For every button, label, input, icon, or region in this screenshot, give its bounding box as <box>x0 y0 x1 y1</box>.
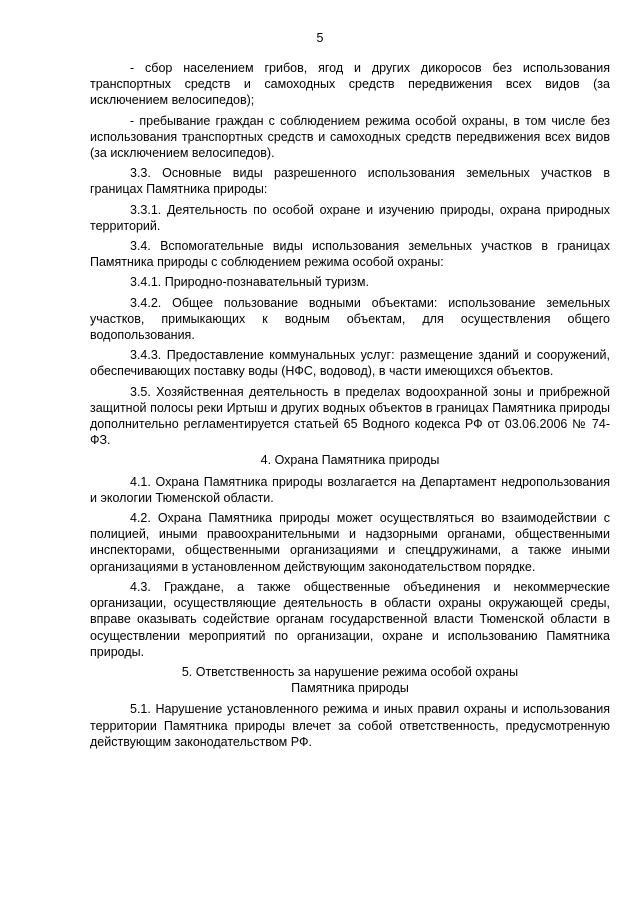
paragraph: - пребывание граждан с соблюдением режима особой охраны, в том числе без использования транспортных средств и самоходных средств передвижения всех видов (за исключением велосипедов). <box>90 113 610 161</box>
paragraph: 3.3.1. Деятельность по особой охране и изучению природы, охрана природных территорий. <box>90 202 610 233</box>
paragraph: 4.3. Граждане, а также общественные объединения и некоммерческие организации, осуществляющие деятельность в области охраны окружающей среды, вправе оказывать содействие органам государственной власти Тюменской области в осуществлении мероприятий по организации, охране и использованию Памятника природы. <box>90 579 610 659</box>
paragraph: 4.1. Охрана Памятника природы возлагается на Департамент недропользования и экологии Тюменской области. <box>90 474 610 505</box>
paragraph: 3.4.1. Природно-познавательный туризм. <box>130 275 369 290</box>
page-number: 5 <box>316 31 324 45</box>
document-body <box>90 60 610 754</box>
section-heading: 5. Ответственность за нарушение режима особой охраны Памятника природы <box>181 664 519 696</box>
paragraph-list <box>90 60 610 750</box>
paragraph: 3.3. Основные виды разрешенного использования земельных участков в границах Памятника природы: <box>90 166 610 197</box>
paragraph: 4.2. Охрана Памятника природы может осуществляться во взаимодействии с полицией, иными правоохранительными и надзорными органами, общественными инспекторами, общественными организациями и спецдружинами, а также иными организациями в установленном действующим законодательством порядке. <box>90 511 610 574</box>
section-heading: 4. Охрана Памятника природы <box>260 453 440 468</box>
paragraph: 3.4. Вспомогательные виды использования земельных участков в границах Памятника природы с соблюдением режима особой охраны: <box>90 239 610 270</box>
paragraph: 3.5. Хозяйственная деятельность в пределах водоохранной зоны и прибрежной защитной полосы реки Иртыш и других водных объектов в границах Памятника природы дополнительно регламентируется статьей 65 Водного кодекса РФ от 03.06.2006 № 74-ФЗ. <box>90 384 610 448</box>
paragraph: 3.4.2. Общее пользование водными объектами: использование земельных участков, примыкающих к водным объектам, для осуществления общего водопользования. <box>90 295 610 343</box>
paragraph: - сбор населением грибов, ягод и других дикоросов без использования транспортных средств и самоходных средств передвижения всех видов (за исключением велосипедов); <box>90 61 610 108</box>
paragraph: 3.4.3. Предоставление коммунальных услуг: размещение зданий и сооружений, обеспечивающих поставку воды (НФС, водовод), в части имеющихся объектов. <box>90 348 610 379</box>
paragraph: 5.1. Нарушение установленного режима и иных правил охраны и использования территории Памятника природы влечет за собой ответственность, предусмотренную действующим законодательством РФ. <box>90 702 610 749</box>
